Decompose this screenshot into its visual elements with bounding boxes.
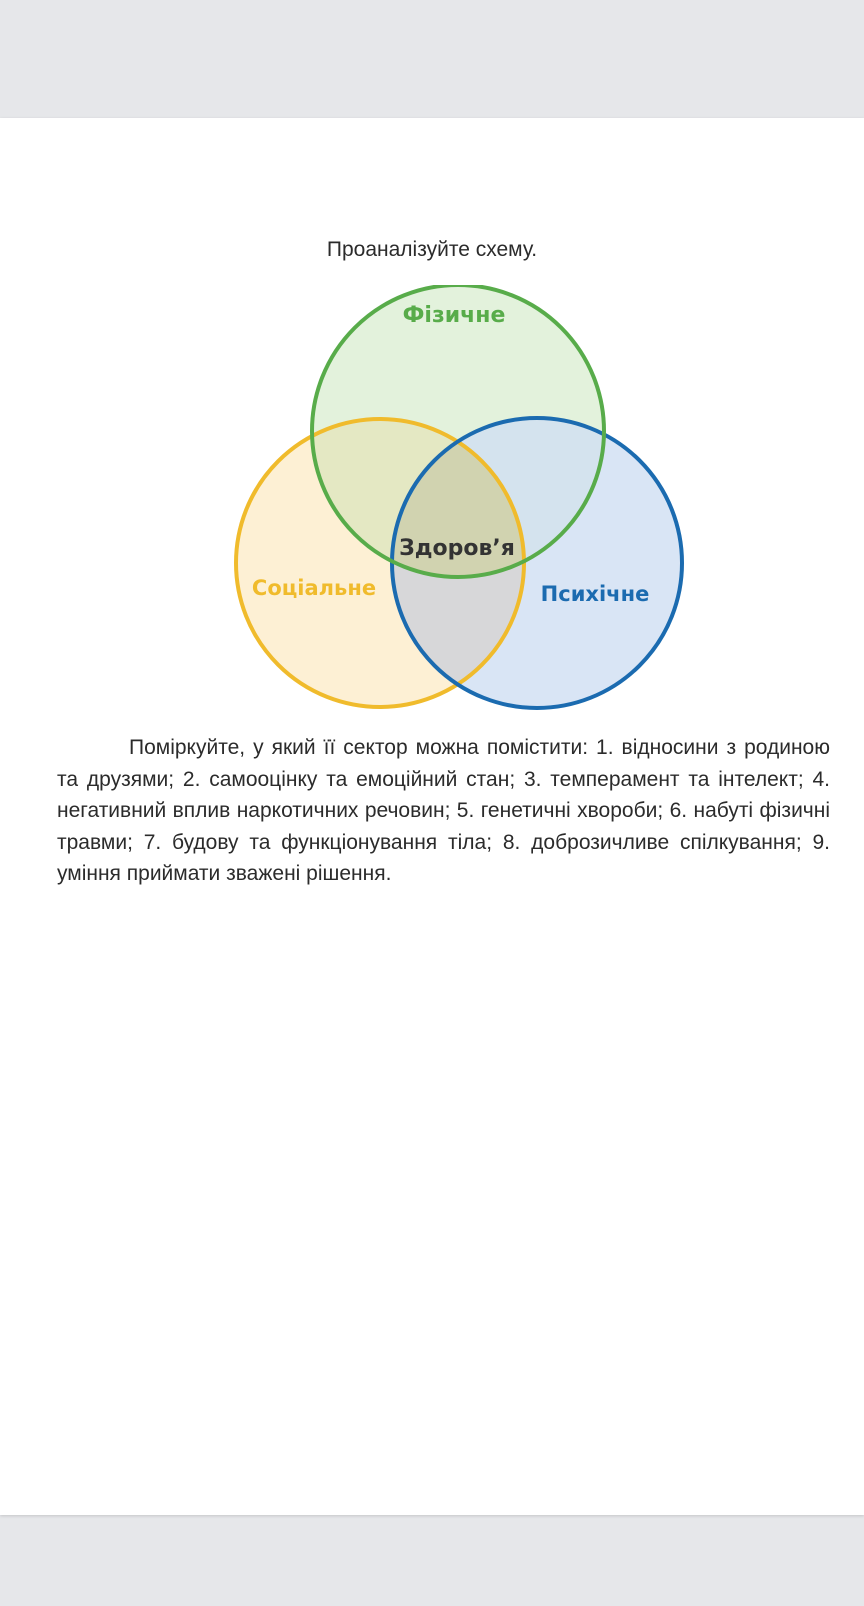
venn-diagram [0, 285, 864, 715]
page-heading: Проаналізуйте схему. [326, 238, 538, 261]
question-text: Поміркуйте, у який її сектор можна помістити: 1. відносини з родиною та друзями; 2. самооцінку та емоційний стан; 3. темперамент та інтелект; 4. негативний вплив наркотичних речовин; 5. генетичні хвороби; 6. набуті фізичні травми; 7. будову та функціонування тіла; 8. доброзичливе спілкування; 9. уміння приймати зважені рішення. [57, 736, 830, 885]
mental-label: Психічне [540, 582, 650, 606]
top-margin [0, 0, 864, 118]
social-label: Соціальне [251, 576, 377, 600]
physical-label: Фізичне [402, 303, 506, 328]
center-label: Здоров’я [399, 536, 515, 561]
